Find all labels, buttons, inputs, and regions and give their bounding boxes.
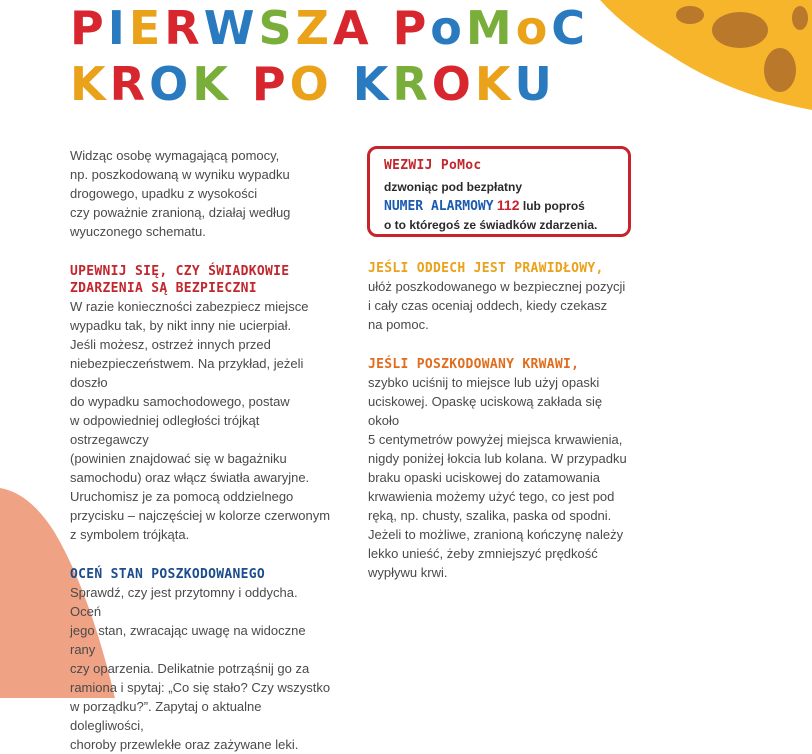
giraffe-pattern-decoration bbox=[600, 0, 812, 110]
title-letter: P bbox=[392, 1, 431, 55]
title-letter: O bbox=[289, 57, 333, 111]
section-body-safety: W razie konieczności zabezpiecz miejsce wypadku tak, by nikt inny nie ucierpiał. Jeśli możesz, ostrzeż innych przed niebezpieczeństwem. Na przykład, jeżeli doszło do wypadku samochodowego, postaw w odpowiedniej odległości trójkąt ostrzegawczy (powinien znajdować się w bagażniku samochodu) oraz włącz światła awaryjne. Uruchomisz je za pomocą oddzielnego przycisku – najczęściej w kolorze czerwonym z symbolem trójkąta. bbox=[70, 299, 331, 542]
title-letter: K bbox=[352, 57, 393, 111]
callbox-line-2 bbox=[384, 196, 614, 216]
callbox-line-1: dzwoniąc pod bezpłatny bbox=[384, 180, 523, 194]
title-letter: Z bbox=[295, 1, 333, 55]
title-letter: R bbox=[164, 1, 204, 55]
title-letter: R bbox=[392, 57, 432, 111]
section-body-bleeding: szybko uciśnij to miejsce lub użyj opaski uciskowej. Opaskę uciskową zakłada się około 5 centymetrów powyżej miejsca krwawienia, nigdy poniżej łokcia lub kolana. W przypadku braku opaski uciskowej do zatamowania krwawienia możemy użyć tego, co jest pod ręką, np. chusty, szalika, paska od spodni. Jeżeli to możliwe, zranioną kończynę należy lekko unieść, żeby zmniejszyć prędkość wypływu krwi. bbox=[368, 375, 627, 580]
title-letter: O bbox=[149, 57, 193, 111]
title-letter: o bbox=[430, 1, 466, 55]
left-column bbox=[70, 146, 332, 754]
callbox-heading: WEZWIJ PoMoc bbox=[384, 158, 482, 173]
title-letter: I bbox=[107, 1, 129, 55]
section-heading-safety: UPEWNIJ SIĘ, CZY ŚWIADKOWIE ZDARZENIA SĄ BEZPIECZNI bbox=[70, 264, 290, 296]
title-letter: K bbox=[474, 57, 515, 111]
title-letter: R bbox=[109, 57, 150, 111]
section-heading-assess: OCEŃ STAN POSZKODOWANEGO bbox=[70, 567, 266, 582]
title-letter: K bbox=[70, 57, 110, 111]
emergency-number-label: NUMER ALARMOWY bbox=[384, 199, 494, 214]
title-letter: W bbox=[203, 1, 259, 55]
section-body-assess: Sprawdź, czy jest przytomny i oddycha. Oceń jego stan, zwracając uwagę na widoczne rany czy oparzenia. Delikatnie potrząśnij go za ramiona i spytaj: „Co się stało? Czy wszystko w porządku?”. Zapytaj o aktualne dolegliwości, choroby przewlekłe oraz zażywane leki. bbox=[70, 585, 331, 752]
intro-paragraph: Widząc osobę wymagającą pomocy, np. poszkodowaną w wyniku wypadku drogowego, upadku z wysokości czy poważnie zranioną, działaj według wyuczonego schematu. bbox=[70, 148, 291, 239]
title-letter bbox=[333, 58, 353, 110]
title-letter bbox=[232, 58, 252, 110]
emergency-number: 112 bbox=[496, 197, 520, 213]
title-letter: E bbox=[128, 1, 165, 55]
title-letter: P bbox=[70, 1, 108, 55]
call-for-help-box bbox=[367, 146, 631, 237]
title-letter: O bbox=[431, 57, 475, 111]
right-column bbox=[368, 260, 636, 582]
callbox-line-2-after: lub poproś bbox=[522, 199, 585, 213]
title-letter: C bbox=[551, 1, 590, 55]
title-letter: M bbox=[465, 1, 516, 55]
callbox-line-3: o to któregoś ze świadków zdarzenia. bbox=[384, 218, 598, 232]
title-letter: P bbox=[251, 57, 290, 111]
title-letter: S bbox=[258, 1, 296, 55]
title-letter: U bbox=[514, 57, 556, 111]
title-letter: o bbox=[515, 1, 552, 55]
title-letter: A bbox=[332, 1, 373, 55]
title-line-1 bbox=[70, 2, 589, 54]
section-body-breathing: ułóż poszkodowanego w bezpiecznej pozycji i cały czas oceniaj oddech, kiedy czekasz na pomoc. bbox=[368, 279, 626, 332]
section-heading-bleeding: JEŚLI POSZKODOWANY KRWAWI, bbox=[368, 357, 580, 372]
section-heading-breathing: JEŚLI ODDECH JEST PRAWIDŁOWY, bbox=[368, 261, 604, 276]
title-line-2 bbox=[70, 58, 556, 110]
title-letter bbox=[373, 2, 393, 54]
title-letter: K bbox=[192, 57, 232, 111]
